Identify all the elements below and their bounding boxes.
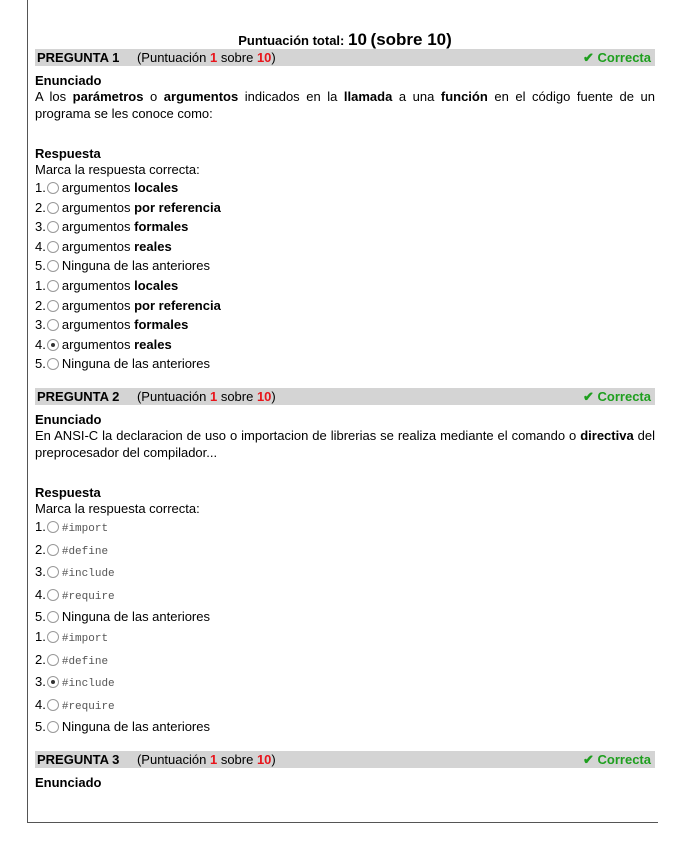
answer-option	[35, 717, 655, 737]
option-code: #define	[61, 655, 109, 668]
option-number: 1.	[35, 518, 46, 534]
radio-icon[interactable]	[47, 260, 59, 272]
radio-icon[interactable]	[47, 300, 59, 312]
radio-icon[interactable]	[47, 358, 59, 370]
correct-badge: ✔ Correcta	[583, 50, 651, 65]
radio-icon[interactable]	[47, 566, 59, 578]
radio-icon[interactable]	[47, 280, 59, 292]
correct-badge: ✔ Correcta	[583, 388, 651, 404]
question-3-header	[35, 751, 655, 768]
option-emphasis: por referencia	[134, 297, 221, 313]
answer-option	[35, 585, 655, 608]
radio-icon[interactable]	[47, 544, 59, 556]
option-text: Ninguna de las anteriores	[61, 258, 210, 274]
answer-option	[35, 276, 655, 296]
enunciado-heading: Enunciado	[35, 73, 102, 88]
option-text: argumentos	[61, 180, 135, 195]
enunciado-heading: Enunciado	[35, 411, 102, 427]
correct-badge: ✔ Correcta	[583, 751, 651, 767]
answer-option	[35, 517, 655, 540]
answer-option	[35, 540, 655, 563]
option-text: argumentos	[61, 199, 135, 215]
option-code: #import	[61, 632, 109, 645]
answer-option	[35, 256, 655, 276]
radio-icon[interactable]	[47, 699, 59, 711]
total-label: Puntuación total:	[238, 33, 345, 48]
radio-icon[interactable]	[47, 221, 59, 233]
option-number: 5.	[35, 719, 46, 735]
total-score	[35, 32, 655, 49]
option-emphasis: reales	[134, 336, 172, 352]
radio-icon[interactable]	[47, 319, 59, 331]
option-text: argumentos	[61, 219, 135, 235]
radio-icon[interactable]	[47, 631, 59, 643]
option-code: #include	[61, 678, 115, 691]
answer-option	[35, 198, 655, 218]
option-number: 1.	[35, 628, 46, 644]
answer-option	[35, 607, 655, 627]
option-code: #define	[61, 545, 109, 558]
answer-option	[35, 650, 655, 673]
option-code: #import	[61, 522, 109, 535]
option-code: #require	[61, 700, 115, 713]
question-score: (Puntuación 1 sobre 10)	[136, 388, 276, 404]
option-number: 3.	[35, 317, 46, 333]
radio-icon[interactable]	[47, 611, 59, 623]
enunciado-heading: Enunciado	[35, 774, 102, 790]
answer-option	[35, 296, 655, 316]
option-number: 3.	[35, 219, 46, 235]
radio-icon[interactable]	[47, 654, 59, 666]
option-number: 2.	[35, 651, 46, 667]
question-2-options	[35, 517, 655, 737]
option-number: 5.	[35, 356, 46, 372]
respuesta-heading: Respuesta	[35, 484, 101, 500]
answer-option	[35, 178, 655, 198]
option-number: 3.	[35, 564, 46, 580]
radio-selected-icon[interactable]	[47, 676, 59, 688]
option-number: 4.	[35, 696, 46, 712]
question-title: PREGUNTA 3	[37, 751, 120, 767]
option-number: 4.	[35, 238, 46, 254]
answer-option	[35, 217, 655, 237]
radio-selected-icon[interactable]	[47, 339, 59, 351]
radio-icon[interactable]	[47, 241, 59, 253]
option-number: 4.	[35, 336, 46, 352]
option-number: 2.	[35, 199, 46, 215]
option-text: argumentos	[61, 277, 135, 293]
option-number: 4.	[35, 586, 46, 602]
option-emphasis: formales	[134, 219, 189, 235]
option-text: Ninguna de las anteriores	[61, 609, 210, 625]
radio-icon[interactable]	[47, 589, 59, 601]
radio-icon[interactable]	[47, 202, 59, 214]
option-text: argumentos	[61, 317, 135, 333]
answer-option	[35, 354, 655, 374]
answer-option	[35, 672, 655, 695]
option-number: 5.	[35, 258, 46, 274]
total-score-max: (sobre 10)	[370, 30, 452, 49]
option-emphasis: formales	[134, 317, 189, 333]
option-number: 3.	[35, 674, 46, 690]
answer-option	[35, 237, 655, 257]
option-text: argumentos	[61, 336, 135, 352]
option-number: 2.	[35, 297, 46, 313]
question-score: (Puntuación 1 sobre 10)	[136, 50, 276, 65]
answer-option	[35, 315, 655, 335]
total-score-value: 10	[348, 30, 367, 49]
option-text: argumentos	[61, 238, 135, 254]
option-code: #include	[61, 568, 115, 581]
option-code: #require	[61, 590, 115, 603]
question-title: PREGUNTA 1	[37, 50, 120, 65]
option-text: Ninguna de las anteriores	[61, 356, 210, 372]
option-emphasis: por referencia	[134, 199, 221, 215]
radio-icon[interactable]	[47, 182, 59, 194]
question-2-header	[35, 388, 655, 405]
question-1-header	[35, 49, 655, 66]
option-number: 5.	[35, 609, 46, 625]
option-emphasis: reales	[134, 238, 172, 254]
question-1-options	[35, 178, 655, 374]
option-number: 1.	[35, 277, 46, 293]
answer-option	[35, 695, 655, 718]
document-page	[27, 0, 658, 823]
option-number: 1.	[35, 180, 46, 195]
answer-instruction: Marca la respuesta correcta:	[35, 500, 200, 516]
answer-option	[35, 335, 655, 355]
answer-instruction: Marca la respuesta correcta:	[35, 162, 200, 177]
radio-icon[interactable]	[47, 521, 59, 533]
question-score: (Puntuación 1 sobre 10)	[136, 751, 276, 767]
question-2-text: En ANSI-C la declaracion de uso o importacion de librerias se realiza mediante el comando o directiva del preprocesador del compilador...	[35, 427, 655, 460]
answer-option	[35, 627, 655, 650]
question-1-text: A los parámetros o argumentos indicados en la llamada a una función en el código fuente de un programa se les conoce como:	[35, 89, 655, 121]
option-number: 2.	[35, 541, 46, 557]
option-text: argumentos	[61, 297, 135, 313]
radio-icon[interactable]	[47, 721, 59, 733]
question-title: PREGUNTA 2	[37, 388, 120, 404]
respuesta-heading: Respuesta	[35, 146, 101, 161]
option-text: Ninguna de las anteriores	[61, 719, 210, 735]
option-emphasis: locales	[134, 277, 179, 293]
page-content	[35, 0, 655, 790]
answer-option	[35, 562, 655, 585]
option-emphasis: locales	[134, 180, 179, 195]
